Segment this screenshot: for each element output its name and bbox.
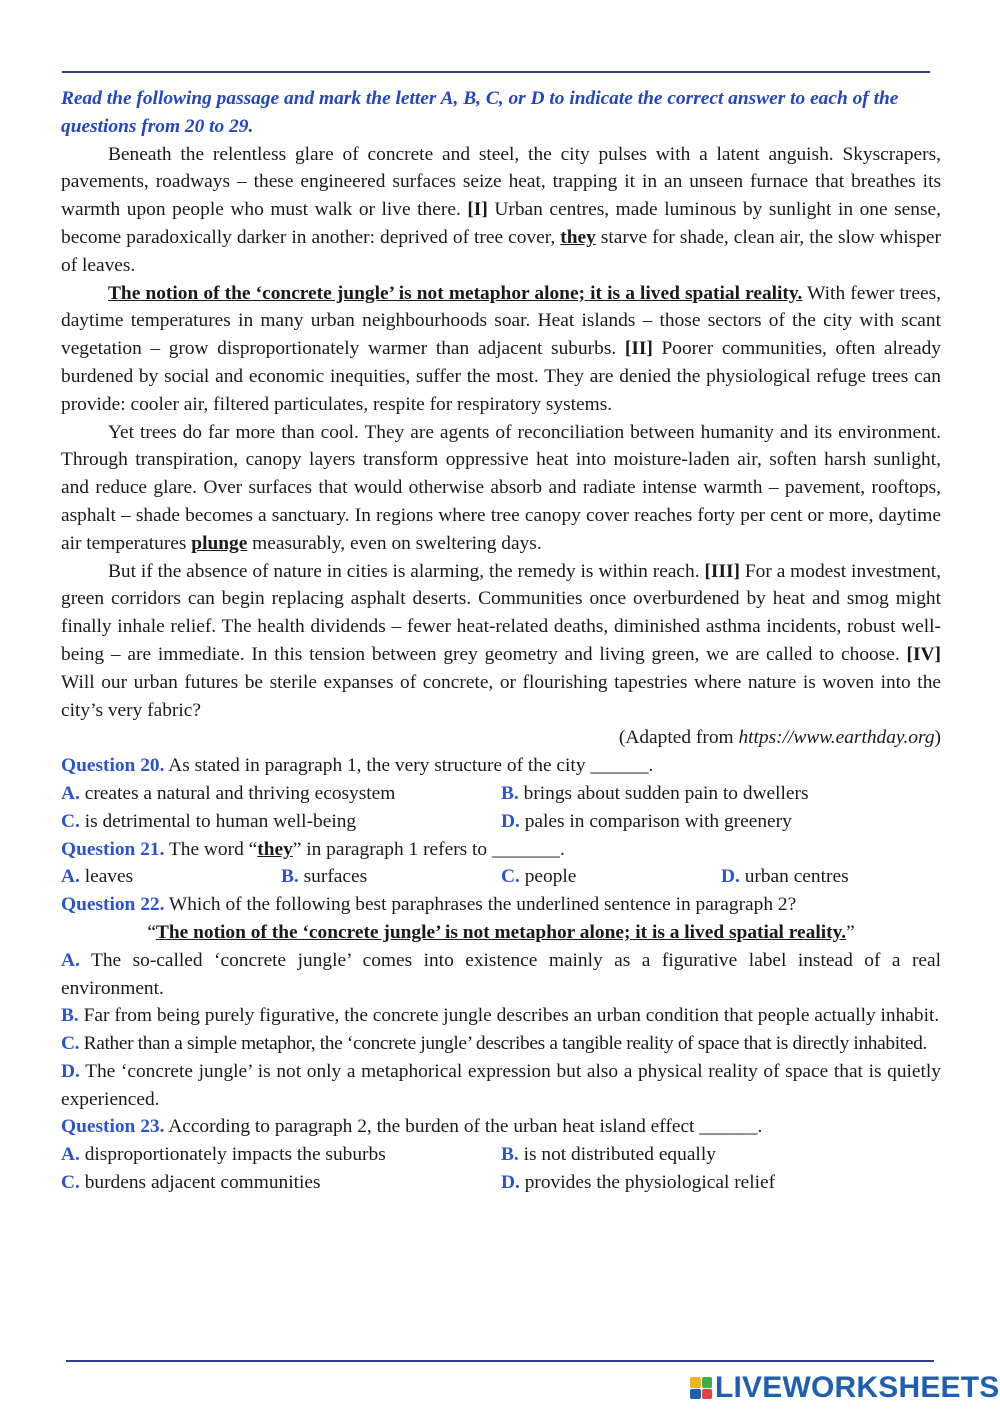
underlined-sentence: The notion of the ‘concrete jungle’ is not metaphor alone; it is a lived spatial reality. xyxy=(108,282,803,304)
option-text: brings about sudden pain to dwellers xyxy=(518,782,809,804)
option-text: Far from being purely figurative, the concrete jungle describes an urban condition that people actually inhabit. xyxy=(78,1005,940,1027)
text: Yet trees do far more than cool. They are agents of reconciliation between humanity and its environment. Through transpiration, canopy layers transform oppressive heat into moisture-laden air, soften harsh sunlight, and reduce glare. Over surfaces that would otherwise absorb and radiate intense warmth – pavement, rooftops, asphalt – shade becomes a sanctuary. In regions where tree canopy cover reaches forty per cent or more, daytime air temperatures xyxy=(61,421,941,554)
source-url: https://www.earthday.org xyxy=(738,727,935,749)
q20-option-c[interactable] xyxy=(61,808,501,836)
option-text: disproportionately impacts the suburbs xyxy=(79,1144,386,1166)
question-stem: ” in paragraph 1 refers to _______. xyxy=(292,838,565,860)
underlined-word: they xyxy=(257,838,293,860)
q23-option-d[interactable] xyxy=(501,1169,941,1197)
question-21 xyxy=(61,836,941,864)
option-letter: A. xyxy=(61,949,80,971)
option-text: creates a natural and thriving ecosystem xyxy=(79,782,396,804)
option-letter: B. xyxy=(61,1005,79,1027)
question-label: Question 20. xyxy=(61,755,165,777)
option-text: provides the physiological relief xyxy=(519,1172,776,1194)
marker-iii: [III] xyxy=(704,560,741,582)
question-label: Question 21. xyxy=(61,838,165,860)
q20-option-b[interactable] xyxy=(501,780,941,808)
text: Will our urban futures be sterile expanses of concrete, or flourishing tapestries where nature is woven into the city’s very fabric? xyxy=(61,671,941,721)
option-letter: C. xyxy=(61,810,80,832)
marker-i: [I] xyxy=(467,199,488,221)
underlined-sentence: The notion of the ‘concrete jungle’ is not metaphor alone; it is a lived spatial reality. xyxy=(155,921,847,943)
brand-name: LIVEWORKSHEETS xyxy=(715,1371,1000,1404)
marker-iv: [IV] xyxy=(906,643,941,665)
q22-option-a[interactable] xyxy=(61,947,941,1003)
option-letter: D. xyxy=(501,1172,520,1194)
brand-square xyxy=(690,1377,701,1388)
q23-option-a[interactable] xyxy=(61,1141,501,1169)
question-stem: The word “ xyxy=(164,838,258,860)
option-text: is not distributed equally xyxy=(518,1144,716,1166)
option-text: pales in comparison with greenery xyxy=(519,810,792,832)
question-22 xyxy=(61,891,941,919)
text: With fewer trees, daytime temperatures in many urban neighbourhoods soar. Heat islands – those sectors of the city with scant vegetation – grow disproportionately warmer than adjacent suburbs. xyxy=(61,282,941,360)
q22-option-d[interactable] xyxy=(61,1058,941,1114)
option-letter: C. xyxy=(501,866,520,888)
question-label: Question 22. xyxy=(61,894,165,916)
text: Beneath the relentless glare of concrete and steel, the city pulses with a latent anguish. Skyscrapers, pavements, roadways – these engineered surfaces seize heat, trapping it in an unseen furnace that breathes its warmth upon people who must walk or live there. xyxy=(61,143,941,221)
option-text: The so-called ‘concrete jungle’ comes into existence mainly as a figurative label instead of a real environment. xyxy=(61,949,941,999)
text: “ xyxy=(147,921,156,943)
worksheet-page xyxy=(61,85,941,1197)
option-text: is detrimental to human well-being xyxy=(79,810,357,832)
option-letter: C. xyxy=(61,1033,80,1055)
option-text: urban centres xyxy=(739,866,849,888)
question-23 xyxy=(61,1113,941,1141)
text: But if the absence of nature in cities is alarming, the remedy is within reach. xyxy=(108,560,705,582)
question-stem: As stated in paragraph 1, the very structure of the city ______. xyxy=(164,755,654,777)
option-text: The ‘concrete jungle’ is not only a metaphorical expression but also a physical reality of space that is quietly experienced. xyxy=(61,1060,941,1110)
brand-square xyxy=(702,1377,713,1388)
option-letter: D. xyxy=(61,1060,80,1082)
q22-option-b[interactable] xyxy=(61,1002,941,1030)
passage-paragraph-3 xyxy=(61,419,941,558)
option-letter: B. xyxy=(501,782,519,804)
option-letter: B. xyxy=(281,866,299,888)
q23-option-c[interactable] xyxy=(61,1169,501,1197)
text: Poorer communities, often already burdened by social and economic inequities, suffer the most. They are denied the physiological refuge trees can provide: cooler air, filtered particulates, respite for respiratory systems. xyxy=(61,338,941,415)
text: For a modest investment, green corridors can begin replacing asphalt deserts. Communities once overburdened by heat and smog might finally inhale relief. The health dividends – fewer heat-related deaths, diminished asthma incidents, robust well-being – are immediate. In this tension between grey geometry and living green, we are called to choose. xyxy=(61,560,941,665)
brand-square xyxy=(702,1389,713,1400)
instructions: Read the following passage and mark the letter A, B, C, or D to indicate the correct answer to each of the questions from 20 to 29. xyxy=(61,88,899,137)
question-stem: According to paragraph 2, the burden of the urban heat island effect ______. xyxy=(164,1116,763,1138)
option-letter: C. xyxy=(61,1172,80,1194)
q20-option-a[interactable] xyxy=(61,780,501,808)
text: starve for shade, clean air, the slow whisper of leaves. xyxy=(61,226,941,276)
option-letter: A. xyxy=(61,866,80,888)
brand-square xyxy=(690,1389,701,1400)
option-letter: D. xyxy=(721,866,740,888)
brand-grid-icon xyxy=(690,1377,712,1399)
question-stem: Which of the following best paraphrases the underlined sentence in paragraph 2? xyxy=(164,894,797,916)
q23-option-b[interactable] xyxy=(501,1141,941,1169)
q21-option-d[interactable] xyxy=(721,863,941,891)
option-text: leaves xyxy=(79,866,134,888)
option-text: people xyxy=(519,866,577,888)
q22-option-c[interactable] xyxy=(61,1030,941,1058)
text: measurably, even on sweltering days. xyxy=(247,532,542,554)
option-letter: B. xyxy=(501,1144,519,1166)
q20-options-row-2 xyxy=(61,808,941,836)
question-label: Question 23. xyxy=(61,1116,165,1138)
option-text: Rather than a simple metaphor, the ‘concrete jungle’ describes a tangible reality of space that is directly inhabited. xyxy=(79,1033,927,1055)
q21-options-row xyxy=(61,863,941,891)
q21-option-a[interactable] xyxy=(61,863,281,891)
q23-options-row-2 xyxy=(61,1169,941,1197)
top-rule xyxy=(62,71,930,73)
q20-option-d[interactable] xyxy=(501,808,941,836)
text: (Adapted from xyxy=(618,727,739,749)
q22-quoted-sentence xyxy=(61,919,941,947)
source-citation xyxy=(61,724,941,752)
underlined-word-plunge: plunge xyxy=(191,532,248,554)
text: ) xyxy=(934,727,941,749)
q21-option-b[interactable] xyxy=(281,863,501,891)
underlined-word-they: they xyxy=(560,226,596,248)
option-text: surfaces xyxy=(298,866,368,888)
q21-option-c[interactable] xyxy=(501,863,721,891)
text: Urban centres, made luminous by sunlight in one sense, become paradoxically darker in another: deprived of tree cover, xyxy=(61,199,941,248)
passage-paragraph-2 xyxy=(61,280,941,419)
q20-options-row-1 xyxy=(61,780,941,808)
option-text: burdens adjacent communities xyxy=(79,1172,321,1194)
text: ” xyxy=(846,921,855,943)
liveworksheets-logo xyxy=(690,1370,1000,1406)
bottom-rule xyxy=(66,1360,934,1362)
passage-paragraph-4 xyxy=(61,558,941,725)
option-letter: D. xyxy=(501,810,520,832)
question-20 xyxy=(61,752,941,780)
option-letter: A. xyxy=(61,1144,80,1166)
passage-paragraph-1 xyxy=(61,141,941,280)
q23-options-row-1 xyxy=(61,1141,941,1169)
option-letter: A. xyxy=(61,782,80,804)
marker-ii: [II] xyxy=(624,338,653,360)
